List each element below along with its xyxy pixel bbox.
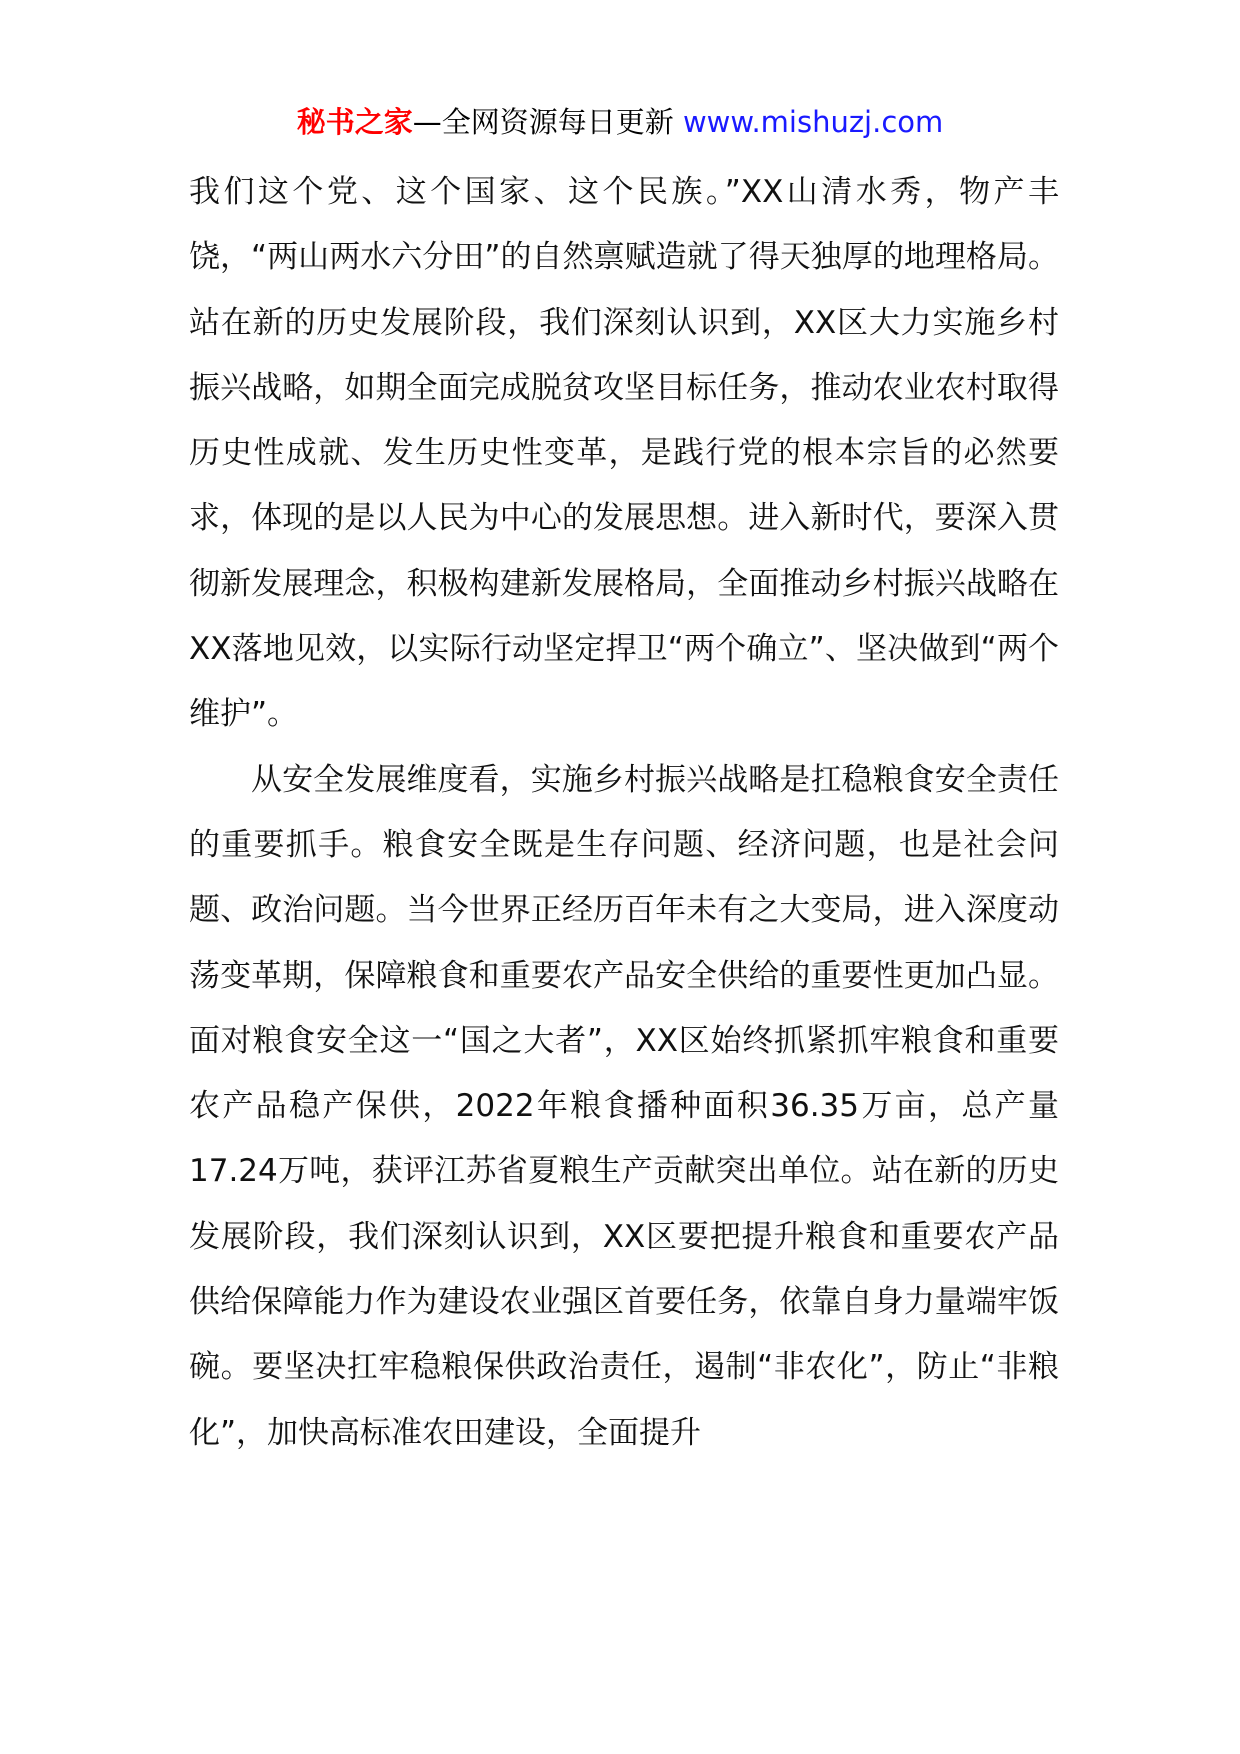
paragraph-continuation: 我们这个党、这个国家、这个民族。”XX山清水秀，物产丰饶，“两山两水六分田”的自然禀赋造就了得天独厚的地理格局。站在新的历史发展阶段，我们深刻认识到，XX区大力实施乡村振兴战略，如期全面完成脱贫攻坚目标任务，推动农业农村取得历史性成就、发生历史性变革，是践行党的根本宗旨的必然要求，体现的是以人民为中心的发展思想。进入新时代，要深入贯彻新发展理念，积极构建新发展格局，全面推动乡村振兴战略在XX落地见效，以实际行动坚定捍卫“两个确立”、坚决做到“两个维护”。 [189, 174, 1059, 733]
header-tagline: —全网资源每日更新 [412, 105, 674, 139]
document-body [189, 160, 1059, 1466]
page-header [0, 102, 1240, 142]
site-url-link[interactable]: www.mishuzj.com [682, 105, 944, 139]
brand-name: 秘书之家 [296, 105, 413, 139]
paragraph-food-security: 从安全发展维度看，实施乡村振兴战略是扛稳粮食安全责任的重要抓手。粮食安全既是生存问题、经济问题，也是社会问题、政治问题。当今世界正经历百年未有之大变局，进入深度动荡变革期，保障粮食和重要农产品安全供给的重要性更加凸显。面对粮食安全这一“国之大者”，XX区始终抓紧抓牢粮食和重要农产品稳产保供，2022年粮食播种面积36.35万亩，总产量17.24万吨，获评江苏省夏粮生产贡献突出单位。站在新的历史发展阶段，我们深刻认识到，XX区要把提升粮食和重要农产品供给保障能力作为建设农业强区首要任务，依靠自身力量端牢饭碗。要坚决扛牢稳粮保供政治责任，遏制“非农化”，防止“非粮化”，加快高标准农田建设，全面提升 [189, 761, 1059, 1451]
